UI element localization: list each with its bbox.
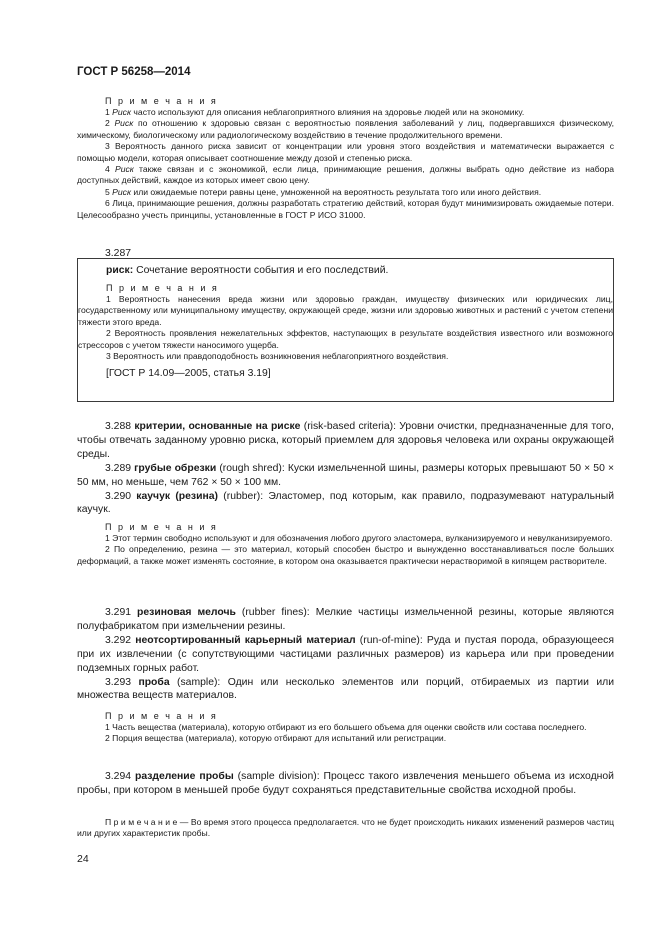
note-item: 3 Вероятность данного риска зависит от концентрации или уровня этого воздействия и математически выражается с помощью модели, которая описывает соотношение между дозой и степенью риска. [77,141,614,163]
source-reference: [ГОСТ Р 14.09—2005, статья 3.19] [106,368,271,380]
note-item: П р и м е ч а н и е — Во время этого процесса предполагается. что не будет происходить никаких изменений размеров частиц или других характеристик пробы. [77,817,615,839]
note-item: 5 Риск или ожидаемые потери равны цене, умноженной на вероятность результата того или иного действия. [105,186,542,197]
term-3-288: 3.288 критерии, основанные на риске (risk-based criteria): Уровни очистки, предназначенные для того, чтобы отвечать заданному уровню риска, который приемлем для здоровья человека или охраны окружающей среды. [77,421,614,460]
document-id: ГОСТ Р 56258—2014 [77,66,191,78]
term-3-292: 3.292 неотсортированный карьерный материал (run-of-mine): Руда и пустая порода, образующееся при их извлечении (с сопутствующими частицами различных размеров) из карьера или при проведении подземных горных работ. [77,634,614,674]
note-item: 2 Риск по отношению к здоровью связан с вероятностью появления заболеваний у лиц, подвергавшихся физическому, химическому, биологическому или радиологическому воздействию в течение продолжительного времени. [77,118,615,140]
note-item: 3 Вероятность или правдоподобность возникновения неблагоприятного воздействия. [106,350,449,361]
note-item: 1 Вероятность нанесения вреда жизни или здоровью граждан, имуществу физических или юридических лиц, государственному или муниципальному имуществу, окружающей среде, жизни или здоровью животных и растений с учетом степени тяжести этого вреда. [78,293,613,327]
page-number: 24 [77,853,89,865]
notes-290 [77,522,614,567]
term-287-box [77,258,614,402]
notes-heading: П р и м е ч а н и я [105,96,218,106]
note-item: 2 Порция вещества (материала), которую отбирают для испытаний или регистрации. [105,733,447,744]
notes-top [77,96,614,221]
note-item: 2 По определению, резина — это материал, который способен быстро и вынужденно восстанавливаться после больших деформаций, а также может изменять состояние, в котором она оказывается практически нерастворимой в кипящем растворителе. [77,544,614,566]
notes-heading: П р и м е ч а н и я [106,282,219,293]
terms-group-2 [77,606,614,703]
note-item: 6 Лица, принимающие решения, должны разработать стратегию действий, которая будут минимизировать ожидаемые потери. Целесообразно учесть принципы, установленные в ГОСТ Р ИСО 31000. [77,198,614,220]
note-item: 4 Риск также связан и с экономикой, если лица, принимающие решения, должны выбрать одно действие из набора доступных действий, каждое из которых имеет свою цену. [77,164,615,186]
note-item: 2 Вероятность проявления нежелательных эффектов, наступающих в результате воздействия известного или возможного стрессоров с учетом тяжести наносимого ущерба. [78,328,613,350]
term-287-definition: риск: Сочетание вероятности события и его последствий. [106,265,389,276]
term-3-293: 3.293 проба (sample): Один или несколько элементов или порций, отбираемых из партии или множества веществ материалов. [77,676,615,702]
note-item: 1 Этот термин свободно используют и для обозначения любого другого эластомера, вулканизируемого и невулканизируемого. [105,533,613,543]
notes-293 [77,711,614,745]
note-item: 1 Риск часто используют для описания неблагоприятного влияния на здоровье людей или на экономику. [105,107,525,117]
term-3-294: 3.294 разделение пробы (sample division): Процесс такого извлечения меньшего объема из исходной пробы, при котором в меньшей пробе будут сохраняться представительные свойства исходной пробы. [77,771,614,796]
term-3-290: 3.290 каучук (резина) (rubber): Эластомер, под которым, как правило, подразумевают натуральный каучук. [77,490,614,516]
notes-heading: П р и м е ч а н и я [105,711,218,721]
term-3-291: 3.291 резиновая мелочь (rubber fines): Мелкие частицы измельченной резины, которые являются полуфабрикатом при измельчении резины. [77,607,614,632]
notes-heading: П р и м е ч а н и я [105,522,218,532]
note-294 [77,817,614,840]
terms-group-1 [77,420,614,517]
term-287-number: 3.287 [105,248,132,259]
term-3-294-block [77,770,614,798]
note-item: 1 Часть вещества (материала), которую отбирают из его большего объема для оценки свойств или состава последнего. [105,722,587,732]
term-3-289: 3.289 грубые обрезки (rough shred): Куски измельченной шины, размеры которых превышают 50 × 50 × 50 мм, но меньше, чем 762 × 50 × 100 мм. [77,462,615,488]
